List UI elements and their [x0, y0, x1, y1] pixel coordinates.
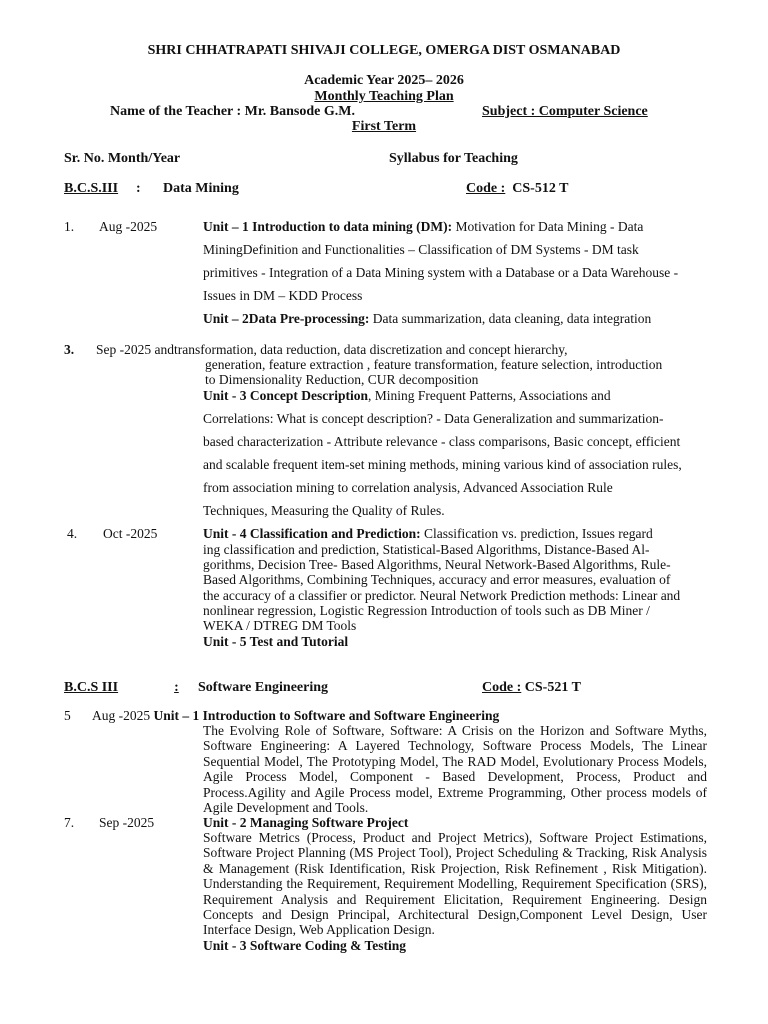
- course2-code-label: Code :: [482, 680, 522, 695]
- row7-unit2-title: Unit - 2 Managing Software Project: [203, 815, 409, 830]
- row4-unit4-text-1: Classification vs. prediction, Issues regard: [420, 526, 653, 541]
- row3-unit3-line6: Techniques, Measuring the Quality of Rules.: [203, 503, 445, 518]
- row1-sr: 1.: [64, 219, 75, 234]
- teacher-name: Name of the Teacher : Mr. Bansode G.M.: [110, 104, 355, 119]
- row1-unit1-line4: Issues in DM – KDD Process: [203, 288, 363, 303]
- row3-unit3-line1: [203, 388, 611, 404]
- row4-unit4-line6: nonlinear regression, Logistic Regression Introduction of tools such as DB Miner /: [203, 603, 650, 618]
- row3-line3: to Dimensionality Reduction, CUR decomposition: [205, 372, 479, 387]
- term: First Term: [351, 119, 417, 134]
- subject: Subject : Computer Science: [482, 104, 648, 119]
- course2-class: B.C.S III: [64, 680, 119, 695]
- row4-unit4-line7: WEKA / DTREG DM Tools: [203, 618, 357, 633]
- column-sr-month: Sr. No. Month/Year: [64, 151, 181, 166]
- course1-code-value: CS-512 T: [512, 181, 569, 196]
- course2-code-value: CS-521 T: [524, 680, 581, 695]
- course2-class-underlined: [64, 680, 179, 695]
- row4-sr: 4.: [67, 526, 78, 541]
- row4-unit4-line2: ing classification and prediction, Statistical-Based Algorithms, Distance-Based Al-: [203, 542, 650, 557]
- plan-title: Monthly Teaching Plan: [314, 89, 454, 104]
- course2-separator: :: [174, 680, 179, 695]
- course1-name: Data Mining: [163, 181, 239, 196]
- academic-year: Academic Year 2025– 2026: [304, 73, 464, 88]
- row4-unit4-line4: Based Algorithms, Combining Techniques, accuracy and error measures, evaluation of: [203, 572, 671, 587]
- row4-unit5-title: Unit - 5 Test and Tutorial: [203, 634, 349, 649]
- row3-unit3-line4: and scalable frequent item-set mining methods, mining various kind of association rules,: [203, 457, 682, 472]
- course1-separator: :: [136, 181, 141, 196]
- row3-unit3-text-1: , Mining Frequent Patterns, Associations and: [368, 388, 611, 403]
- row1-unit2-title: Unit – 2Data Pre-processing:: [203, 311, 370, 326]
- college-name: SHRI CHHATRAPATI SHIVAJI COLLEGE, OMERGA DIST OSMANABAD: [147, 43, 621, 58]
- course1-class: B.C.S.III: [64, 181, 119, 196]
- row3-first-line: andtransformation, data reduction, data discretization and concept hierarchy,: [154, 342, 568, 357]
- row1-unit1-line3: primitives - Integration of a Data Mining system with a Database or a Data Warehouse -: [203, 265, 679, 280]
- course2-code: [482, 680, 581, 696]
- course1-code-label: Code :: [466, 181, 506, 196]
- row4-month: Oct -2025: [103, 526, 158, 541]
- row3-line2: generation, feature extraction , feature transformation, feature selection, introduction: [205, 357, 663, 372]
- row4-unit4-line5: the accuracy of a classifier or predictor. Neural Network Prediction methods: Linear and: [203, 588, 681, 603]
- row7-month: Sep -2025: [99, 815, 155, 830]
- row5-month-line: [92, 708, 499, 724]
- row1-unit1-text-1: Motivation for Data Mining - Data: [452, 219, 644, 234]
- row7-unit2-text: Software Metrics (Process, Product and Project Metrics), Software Project Estimations, Software Project Planning (MS Project Tool), Project Scheduling & Tracking, Risk Analysis & Management (Risk Identification, Risk Projection, Risk Refinement , Risk Mitigation). Understanding the Requirement, Requirement Modelling, Requirement Specification (SRS), Requirement Analysis and Requirement Elicitation, Requirement Engineering. Design Concepts and Design Principal, Architectural Design,Component Level Design, User Interface Design, Web Application Design.: [203, 830, 707, 938]
- course2-heading: [64, 680, 179, 696]
- row5-unit1-title: Unit – 1 Introduction to Software and Software Engineering: [153, 708, 500, 723]
- row4-unit4-line3: gorithms, Decision Tree- Based Algorithms, Neural Network-Based Algorithms, Rule-: [203, 557, 671, 572]
- row3-unit3-line5: from association mining to correlation analysis, Advanced Association Rule: [203, 480, 613, 495]
- row4-unit4-title: Unit - 4 Classification and Prediction:: [203, 526, 421, 541]
- course1-code: [466, 181, 568, 197]
- row3-month: Sep -2025: [96, 342, 152, 357]
- row3-unit3-line2: Correlations: What is concept description? - Data Generalization and summarization-: [203, 411, 664, 426]
- column-syllabus: Syllabus for Teaching: [389, 151, 518, 166]
- row3-month-line: [96, 342, 567, 358]
- row7-unit3-title: Unit - 3 Software Coding & Testing: [203, 938, 407, 953]
- course2-name: Software Engineering: [198, 680, 329, 695]
- row1-unit1-title: Unit – 1 Introduction to data mining (DM):: [203, 219, 453, 234]
- row5-month: Aug -2025: [92, 708, 151, 723]
- row5-unit1-text: The Evolving Role of Software, Software: A Crisis on the Horizon and Software Myths, Software Engineering: A Layered Technology, Software Process Models, The Linear Sequential Model, The Prototyping Model, The RAD Model, Evolutionary Process Models, Agile Process Model, Component - Based Development, Process, Product and Process.Agility and Agile Process model, Extreme Programming, Other process models of Agile Development and Tools.: [203, 723, 707, 816]
- row3-sr: 3.: [64, 342, 75, 357]
- row3-unit3-line3: based characterization - Attribute relevance - class comparisons, Basic concept, efficient: [203, 434, 681, 449]
- row3-unit3-title: Unit - 3 Concept Description: [203, 388, 368, 403]
- row1-unit2-text: Data summarization, data cleaning, data integration: [369, 311, 652, 326]
- row1-unit2-line: [203, 311, 651, 327]
- row1-unit1-line2: MiningDefinition and Functionalities – Classification of DM Systems - DM task: [203, 242, 639, 257]
- row1-unit1-line1: [203, 219, 643, 235]
- row1-month: Aug -2025: [99, 219, 158, 234]
- row7-sr: 7.: [64, 815, 75, 830]
- row4-unit4-line1: [203, 526, 653, 542]
- row5-sr: 5: [64, 708, 71, 723]
